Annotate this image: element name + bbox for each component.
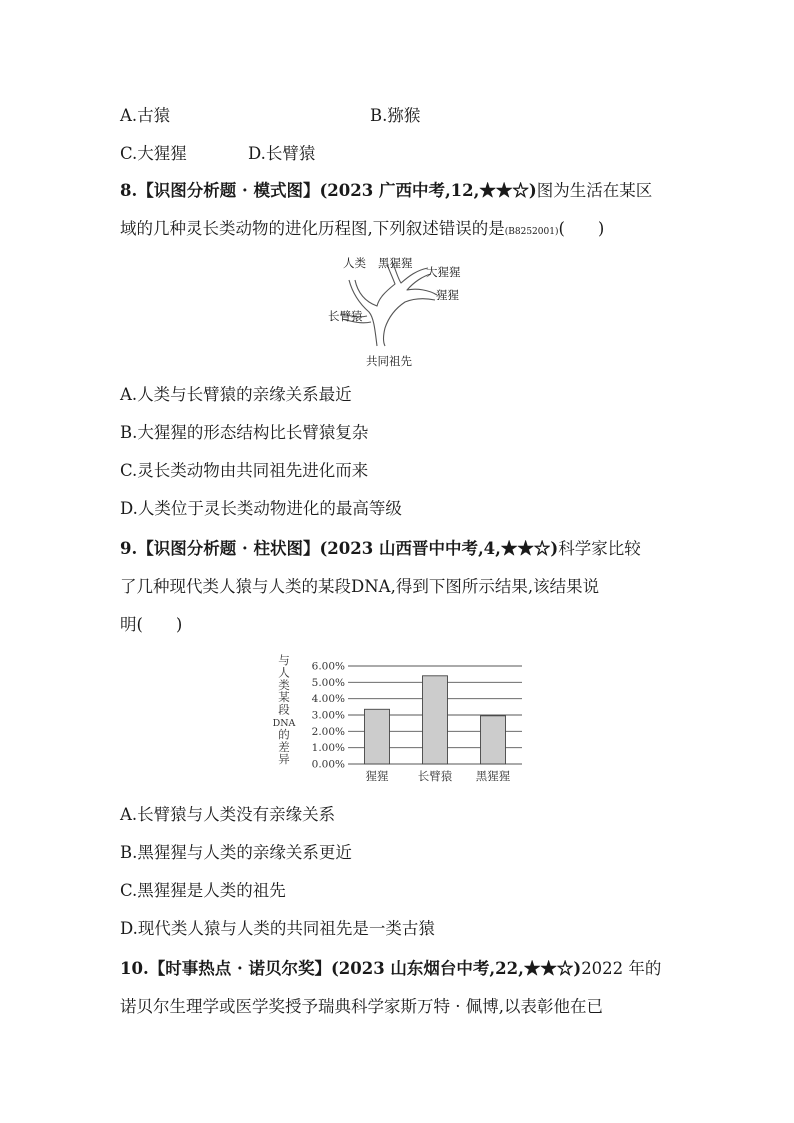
- q8-stem-text: 图为生活在某区: [536, 181, 653, 200]
- chart-ylabel-char: 与: [278, 653, 290, 667]
- chart-bar: [481, 716, 506, 764]
- q9-stem-line-1: [120, 539, 641, 559]
- q8-option-b: B.大猩猩的形态结构比长臂猿复杂: [120, 423, 369, 442]
- q8-option-d: D.人类位于灵长类动物进化的最高等级: [120, 499, 402, 518]
- q8-number: 8.: [120, 181, 138, 200]
- q10-tag: 【时事热点 · 诺贝尔奖】: [148, 959, 331, 978]
- q9-option-d: D.现代类人猿与人类的共同祖先是一类古猿: [120, 919, 435, 938]
- q8-option-a: A.人类与长臂猿的亲缘关系最近: [120, 385, 352, 404]
- q9-stem-text: 科学家比较: [558, 539, 641, 558]
- q7-option-a: A.古猿: [120, 106, 171, 125]
- chart-y-tick-label: 0.00%: [311, 758, 345, 771]
- q8-tag: 【识图分析题 · 模式图】: [137, 181, 320, 200]
- chart-ylabel-char: 某: [278, 690, 290, 705]
- q7-option-c: C.大猩猩: [120, 144, 187, 163]
- q8-answer-blank: ( ): [558, 219, 605, 238]
- chart-ylabel-char: 段: [278, 702, 290, 717]
- q9-tag: 【识图分析题 · 柱状图】: [137, 539, 320, 558]
- dna-difference-chart-svg: [268, 650, 528, 790]
- chart-y-tick-label: 2.00%: [311, 725, 345, 738]
- q8-stem-line-1: [120, 181, 652, 201]
- q7-option-b: B.猕猴: [370, 106, 421, 125]
- q9-option-a: A.长臂猿与人类没有亲缘关系: [120, 805, 336, 824]
- chart-bar: [365, 709, 390, 764]
- chart-ylabel-char: 异: [278, 752, 290, 767]
- chart-y-tick-label: 4.00%: [311, 693, 345, 706]
- q8-source: (2023 广西中考,12,★★☆): [319, 181, 537, 200]
- chart-x-tick-label: 黑猩猩: [475, 769, 511, 783]
- q9-stem-line-3: 明( ): [120, 615, 183, 634]
- chart-y-tick-label: 3.00%: [311, 709, 345, 722]
- chart-y-tick-label: 6.00%: [311, 660, 345, 673]
- q7-option-d: D.长臂猿: [248, 144, 316, 163]
- chart-x-tick-label: 猩猩: [365, 769, 389, 783]
- q8-stem-text-2: 域的几种灵长类动物的进化历程图,下列叙述错误的是: [120, 219, 505, 238]
- chart-ylabel-char: 类: [278, 677, 290, 692]
- chart-bar: [423, 676, 448, 764]
- chart-y-tick-label: 5.00%: [311, 676, 345, 689]
- dna-difference-chart: [268, 650, 528, 790]
- tree-label-human: 人类: [343, 256, 366, 270]
- q7-option-row-2: [120, 144, 316, 164]
- q10-stem-line-2: 诺贝尔生理学或医学奖授予瑞典科学家斯万特 · 佩博,以表彰他在已: [120, 997, 603, 1016]
- tree-label-gorilla: 大猩猩: [426, 265, 461, 279]
- q9-source: (2023 山西晋中中考,4,★★☆): [319, 539, 559, 558]
- q9-option-c: C.黑猩猩是人类的祖先: [120, 881, 286, 900]
- tree-label-chimpanzee: 黑猩猩: [378, 256, 413, 270]
- q7-option-row-1: [120, 106, 421, 126]
- chart-y-tick-label: 1.00%: [311, 742, 345, 755]
- chart-ylabel-char: 人: [278, 665, 290, 680]
- q8-option-c: C.灵长类动物由共同祖先进化而来: [120, 461, 369, 480]
- q8-code: (B8252001): [504, 227, 559, 237]
- chart-x-tick-label: 长臂猿: [417, 769, 453, 783]
- chart-ylabel-char: 的: [278, 727, 290, 742]
- q10-stem-line-1: [120, 959, 661, 979]
- q10-number: 10.: [120, 959, 149, 978]
- tree-label-common-ancestor: 共同祖先: [366, 354, 412, 368]
- tree-label-gibbon: 长臂猿: [328, 309, 363, 323]
- q8-stem-line-2: [120, 219, 604, 242]
- evolution-tree-diagram: [325, 250, 475, 372]
- q10-source: (2023 山东烟台中考,22,★★☆): [330, 959, 582, 978]
- chart-ylabel-char: 差: [278, 739, 290, 754]
- tree-label-orangutan: 猩猩: [436, 288, 459, 302]
- q9-option-b: B.黑猩猩与人类的亲缘关系更近: [120, 843, 352, 862]
- q9-number: 9.: [120, 539, 138, 558]
- q10-stem-text: 2022 年的: [581, 959, 662, 978]
- q9-stem-line-2: 了几种现代类人猿与人类的某段DNA,得到下图所示结果,该结果说: [120, 577, 600, 596]
- chart-ylabel-char: DNA: [272, 718, 296, 729]
